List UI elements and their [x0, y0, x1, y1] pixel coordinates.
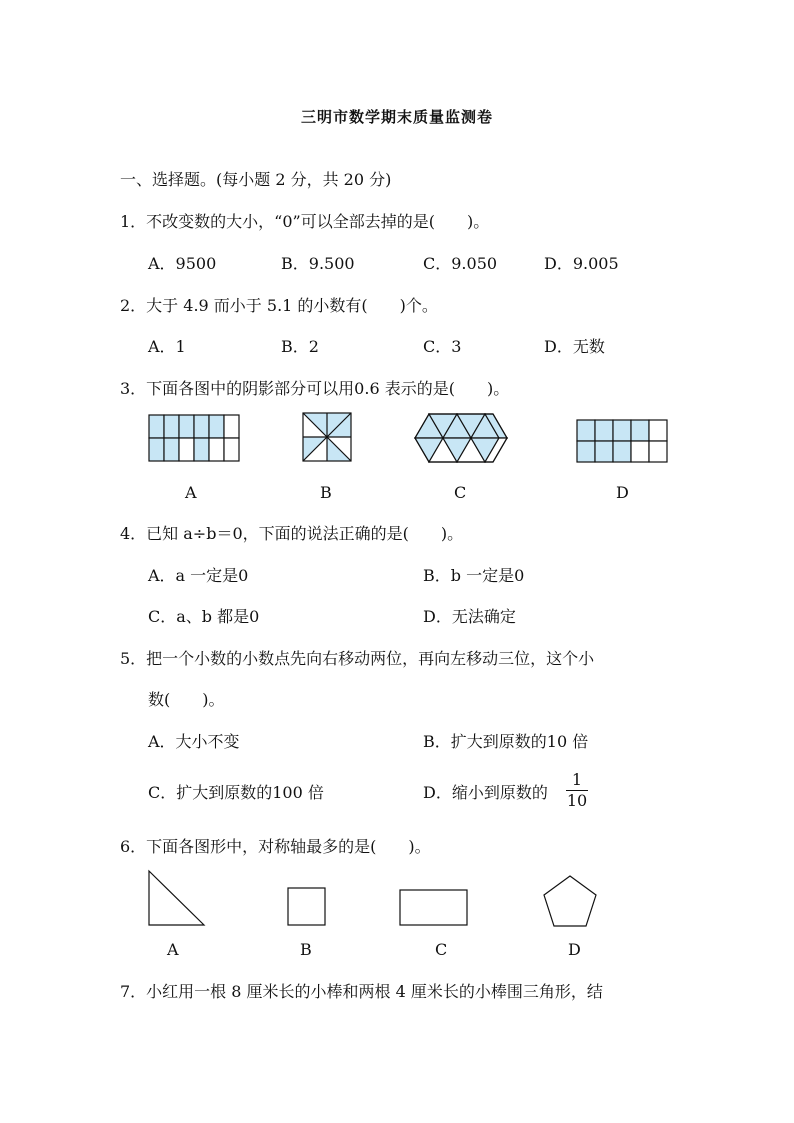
q6-figure-square	[287, 887, 327, 927]
fraction-numerator: 1	[571, 770, 583, 789]
q4-option-b: B．b 一定是0	[423, 566, 525, 585]
q6-figure-right-triangle	[147, 869, 207, 927]
fraction-denominator: 10	[566, 791, 588, 810]
q2-option-a: A．1	[148, 337, 186, 356]
q3-label-a: A	[185, 483, 197, 502]
q5-option-b: B．扩大到原数的10 倍	[423, 732, 589, 751]
q6-figure-pentagon	[542, 874, 598, 928]
q3-label-b: B	[320, 483, 332, 502]
question-5-line-1: 5．把一个小数的小数点先向右移动两位，再向左移动三位，这个小	[120, 649, 595, 668]
q5-option-c: C．扩大到原数的100 倍	[148, 783, 324, 802]
q2-option-c: C．3	[423, 337, 462, 356]
question-3: 3．下面各图中的阴影部分可以用0.6 表示的是( )。	[120, 379, 510, 398]
question-6: 6．下面各图形中，对称轴最多的是( )。	[120, 837, 431, 856]
q5-option-d-fraction	[566, 771, 588, 810]
question-2: 2．大于 4.9 而小于 5.1 的小数有( )个。	[120, 296, 438, 315]
question-5-line-2: 数( )。	[148, 690, 225, 709]
q6-label-c: C	[435, 940, 448, 959]
question-1: 1．不改变数的大小，“0”可以全部去掉的是( )。	[120, 212, 490, 231]
q4-option-c: C．a、b 都是0	[148, 607, 260, 626]
q3-figure-a	[148, 414, 240, 462]
q2-option-b: B．2	[281, 337, 319, 356]
question-4: 4．已知 a÷b＝0，下面的说法正确的是( )。	[120, 524, 464, 543]
q3-figure-c	[414, 413, 508, 463]
section-heading: 一、选择题。(每小题 2 分，共 20 分)	[120, 170, 392, 189]
q6-label-a: A	[167, 940, 179, 959]
q6-figure-rectangle	[399, 889, 469, 927]
q3-label-d: D	[616, 483, 629, 502]
q3-label-c: C	[454, 483, 467, 502]
q6-label-b: B	[300, 940, 312, 959]
q1-option-b: B．9.500	[281, 254, 355, 273]
q3-figure-b	[302, 412, 352, 462]
q1-option-a: A．9500	[148, 254, 217, 273]
q4-option-a: A．a 一定是0	[148, 566, 249, 585]
question-7: 7．小红用一根 8 厘米长的小棒和两根 4 厘米长的小棒围三角形，结	[120, 982, 603, 1001]
q1-option-d: D．9.005	[544, 254, 619, 273]
q4-option-d: D．无法确定	[423, 607, 516, 626]
q5-option-a: A．大小不变	[148, 732, 240, 751]
page-title: 三明市数学期末质量监测卷	[300, 108, 493, 126]
q5-option-d: D．缩小到原数的	[423, 783, 548, 802]
q3-figure-d	[576, 419, 668, 463]
q6-label-d: D	[568, 940, 581, 959]
q2-option-d: D．无数	[544, 337, 605, 356]
q1-option-c: C．9.050	[423, 254, 498, 273]
